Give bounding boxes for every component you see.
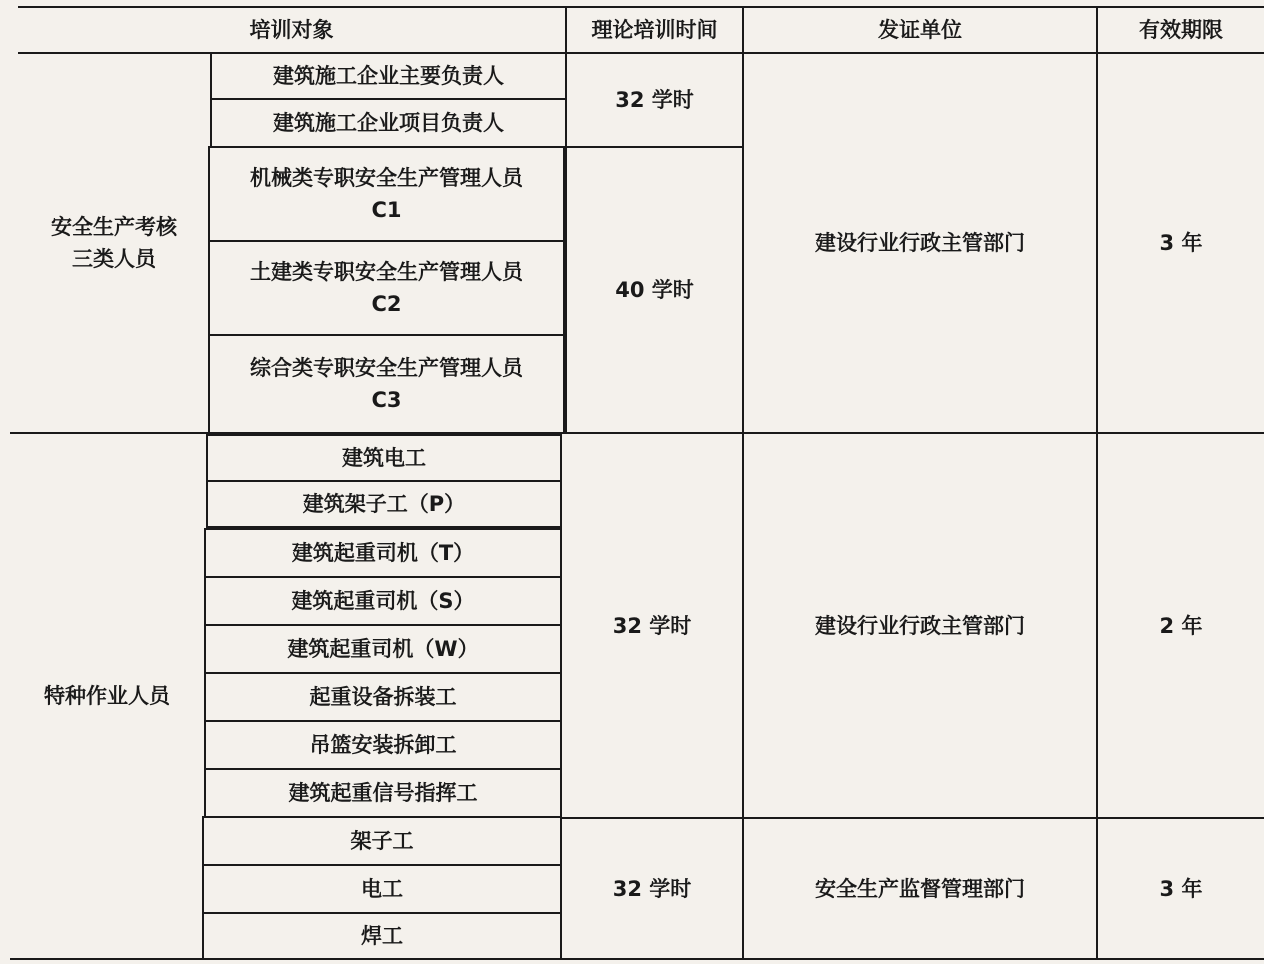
table-bottom-rule bbox=[10, 958, 1264, 960]
role-scaffolder: 架子工 bbox=[350, 829, 414, 853]
role-crane-w: 建筑起重司机（W） bbox=[287, 637, 479, 661]
header-theory-hours: 理论培训时间 bbox=[591, 18, 718, 42]
role-hoist-installer: 起重设备拆装工 bbox=[309, 685, 457, 709]
role-electrician: 电工 bbox=[361, 877, 403, 901]
role-crane-t: 建筑起重司机（T） bbox=[291, 541, 475, 565]
role-c1: 机械类专职安全生产管理人员 C1 bbox=[250, 166, 523, 222]
role-welder: 焊工 bbox=[361, 924, 403, 948]
issuer-construction-dept: 建设行业行政主管部门 bbox=[815, 231, 1025, 255]
role-project-leader: 建筑施工企业项目负责人 bbox=[273, 111, 504, 135]
role-c2: 土建类专职安全生产管理人员 C2 bbox=[250, 260, 523, 316]
role-electrician-building: 建筑电工 bbox=[342, 446, 426, 470]
header-validity: 有效期限 bbox=[1139, 18, 1223, 42]
role-c3: 综合类专职安全生产管理人员 C3 bbox=[250, 356, 523, 412]
hours-40-safety: 40 学时 bbox=[615, 278, 694, 302]
issuer-construction-dept-2: 建设行业行政主管部门 bbox=[815, 613, 1025, 638]
issuer-safety-supervision: 安全生产监督管理部门 bbox=[815, 876, 1025, 901]
category-three-types: 安全生产考核 三类人员 bbox=[51, 215, 177, 271]
role-main-leader: 建筑施工企业主要负责人 bbox=[273, 64, 504, 88]
header-target: 培训对象 bbox=[249, 18, 334, 42]
role-crane-s: 建筑起重司机（S） bbox=[291, 589, 475, 613]
header-issuer: 发证单位 bbox=[878, 18, 962, 42]
hours-32-special-construction: 32 学时 bbox=[612, 613, 692, 638]
validity-2-years: 2 年 bbox=[1159, 613, 1203, 638]
validity-3-years: 3 年 bbox=[1159, 231, 1203, 255]
hours-32-leaders: 32 学时 bbox=[615, 88, 694, 112]
validity-3-years-2: 3 年 bbox=[1159, 876, 1203, 901]
role-scaffolder-p: 建筑架子工（P） bbox=[302, 492, 466, 516]
role-gondola-installer: 吊篮安装拆卸工 bbox=[309, 733, 457, 757]
role-signal-commander: 建筑起重信号指挥工 bbox=[288, 781, 478, 805]
category-special-ops: 特种作业人员 bbox=[44, 684, 170, 708]
hours-32-special-general: 32 学时 bbox=[612, 876, 692, 901]
